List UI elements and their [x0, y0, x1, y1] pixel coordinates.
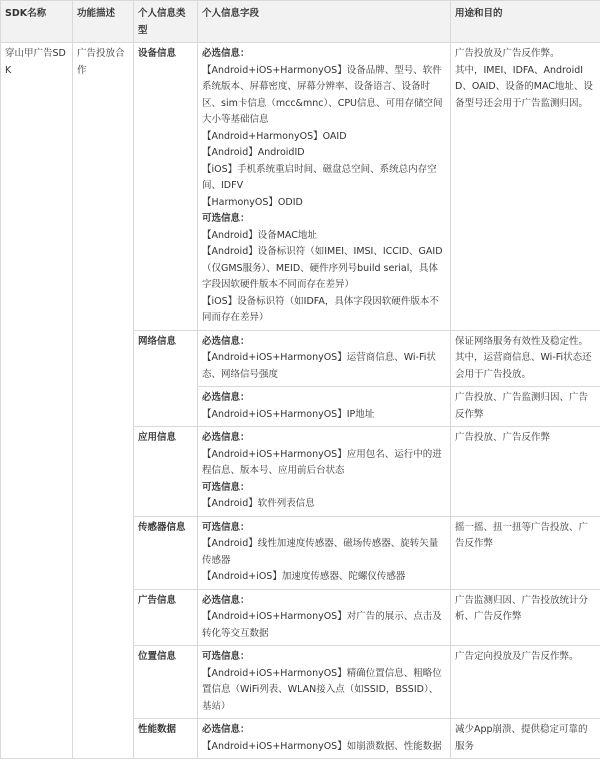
info-type-cell: 广告信息 — [134, 589, 198, 646]
field-line: 【Android】设备标识符（如IMEI、IMSI、ICCID、GAID（仅GMS服务）、MEID、硬件序列号build serial，具体字段因软硬件版本不同而存在差异） — [202, 244, 446, 294]
purpose-line: 广告监测归因、广告投放统计分析、广告反作弊 — [455, 593, 596, 626]
purpose-line: 保证网络服务有效性及稳定性。 — [455, 334, 596, 351]
purpose-line: 广告投放、广告反作弊 — [455, 430, 596, 447]
field-group-label: 可选信息： — [202, 211, 446, 228]
header-row — [1, 1, 600, 43]
info-field-cell — [198, 589, 451, 646]
info-field-cell — [198, 43, 451, 331]
purpose-line: 减少App崩溃、提供稳定可靠的服务 — [455, 722, 596, 755]
purpose-line: 广告定向投放及广告反作弊。 — [455, 649, 596, 666]
field-group-label: 必选信息： — [202, 722, 446, 739]
purpose-line: 摇一摇、扭一扭等广告投放、广告反作弊 — [455, 520, 596, 553]
purpose-cell — [451, 387, 600, 427]
field-group-label: 必选信息： — [202, 593, 446, 610]
info-type-cell: 应用信息 — [134, 427, 198, 517]
purpose-cell — [451, 516, 600, 589]
field-group-label: 必选信息： — [202, 390, 446, 407]
table-row — [1, 43, 600, 331]
purpose-line: 其中，IMEI、IDFA、AndroidID、OAID、设备的MAC地址、设备型号还会用于广告监测归因。 — [455, 63, 596, 113]
info-field-cell — [198, 427, 451, 517]
info-type-cell: 位置信息 — [134, 646, 198, 719]
header-function-desc: 功能描述 — [73, 1, 134, 43]
field-line: 【Android+iOS】加速度传感器、陀螺仪传感器 — [202, 569, 446, 586]
field-line: 【Android+HarmonyOS】OAID — [202, 129, 446, 146]
purpose-line: 广告投放及广告反作弊。 — [455, 46, 596, 63]
info-type-cell: 设备信息 — [134, 43, 198, 331]
field-line: 【Android+iOS+HarmonyOS】精确位置信息、粗略位置信息（WiFi列表、WLAN接入点（如SSID，BSSID）、基站） — [202, 666, 446, 716]
purpose-cell — [451, 589, 600, 646]
field-group-label: 必选信息： — [202, 46, 446, 63]
sdk-name-cell: 穿山甲广告SDK — [1, 43, 73, 759]
field-line: 【Android+iOS+HarmonyOS】IP地址 — [202, 407, 446, 424]
purpose-cell — [451, 43, 600, 331]
info-type-cell: 网络信息 — [134, 330, 198, 427]
field-line: 【HarmonyOS】ODID — [202, 195, 446, 212]
info-type-cell: 传感器信息 — [134, 516, 198, 589]
field-line: 【Android+iOS+HarmonyOS】设备品牌、型号、软件系统版本、屏幕密度、屏幕分辨率、设备语言、设备时区、sim卡信息（mcc&mnc）、CPU信息、可用存储空间大小等基础信息 — [202, 63, 446, 129]
header-purpose: 用途和目的 — [451, 1, 600, 43]
field-line: 【iOS】手机系统重启时间、磁盘总空间、系统总内存空间、IDFV — [202, 162, 446, 195]
field-group-label: 可选信息： — [202, 649, 446, 666]
field-line: 【Android+iOS+HarmonyOS】如崩溃数据、性能数据 — [202, 739, 446, 756]
field-line: 【Android】软件列表信息 — [202, 496, 446, 513]
field-group-label: 可选信息： — [202, 520, 446, 537]
purpose-line: 其中，运营商信息、Wi-Fi状态还会用于广告投放。 — [455, 350, 596, 383]
header-info-type: 个人信息类型 — [134, 1, 198, 43]
purpose-line: 广告投放、广告监测归因、广告反作弊 — [455, 390, 596, 423]
field-group-label: 必选信息： — [202, 430, 446, 447]
info-field-cell — [198, 330, 451, 387]
header-info-field: 个人信息字段 — [198, 1, 451, 43]
field-line: 【Android】线性加速度传感器、磁场传感器、旋转矢量传感器 — [202, 536, 446, 569]
info-field-cell — [198, 387, 451, 427]
info-field-cell — [198, 646, 451, 719]
function-desc-cell: 广告投放合作 — [73, 43, 134, 759]
header-sdk-name: SDK名称 — [1, 1, 73, 43]
field-line: 【iOS】设备标识符（如IDFA，具体字段因软硬件版本不同而存在差异） — [202, 294, 446, 327]
field-line: 【Android+iOS+HarmonyOS】对广告的展示、点击及转化等交互数据 — [202, 609, 446, 642]
purpose-cell — [451, 330, 600, 387]
field-line: 【Android+iOS+HarmonyOS】运营商信息、Wi-Fi状态、网络信号强度 — [202, 350, 446, 383]
field-line: 【Android】设备MAC地址 — [202, 228, 446, 245]
purpose-cell — [451, 646, 600, 719]
purpose-cell — [451, 427, 600, 517]
field-group-label: 必选信息： — [202, 334, 446, 351]
field-group-label: 可选信息： — [202, 480, 446, 497]
field-line: 【Android+iOS+HarmonyOS】应用包名、运行中的进程信息、版本号、应用前后台状态 — [202, 447, 446, 480]
info-field-cell — [198, 516, 451, 589]
info-type-cell: 性能数据 — [134, 719, 198, 759]
field-line: 【Android】AndroidID — [202, 145, 446, 162]
